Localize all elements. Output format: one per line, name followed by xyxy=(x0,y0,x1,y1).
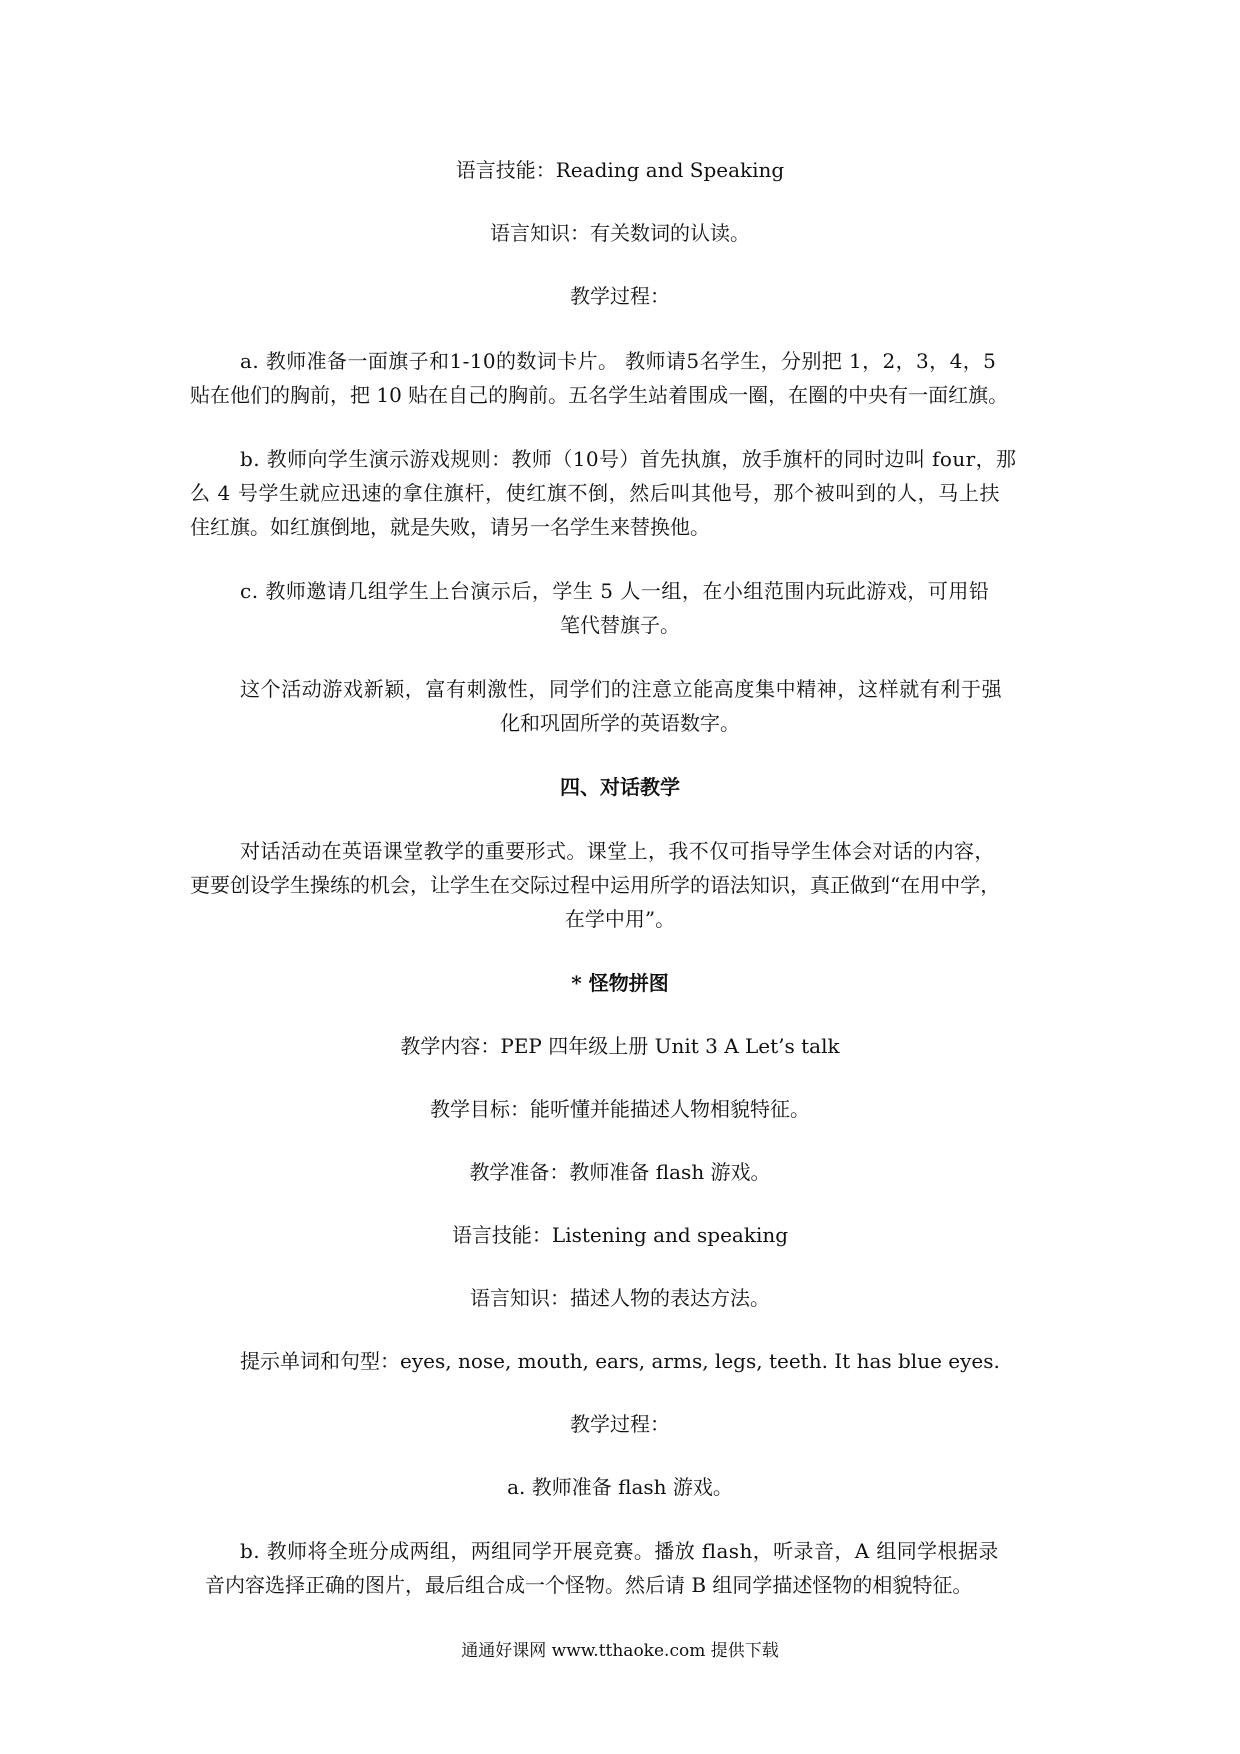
dialogue-line-3: 在学中用”。 xyxy=(564,907,676,931)
activity-title-monster-puzzle: * 怪物拼图 xyxy=(571,971,669,995)
teaching-prep-line: 教学准备：教师准备 flash 游戏。 xyxy=(469,1160,771,1184)
dialogue-line-1: 对话活动在英语课堂教学的重要形式。课堂上，我不仅可指导学生体会对话的内容， xyxy=(240,839,995,863)
paragraph-b-line-3: 住红旗。如红旗倒地，就是失败，请另一名学生来替换他。 xyxy=(190,515,710,539)
teaching-process-heading-2: 教学过程： xyxy=(570,1412,670,1436)
teaching-content-line: 教学内容：PEP 四年级上册 Unit 3 A Let’s talk xyxy=(400,1034,840,1058)
footer-download-note: 通通好课网 www.tthaoke.com 提供下载 xyxy=(461,1641,779,1661)
summary-line-1: 这个活动游戏新颖，富有刺激性，同学们的注意立能高度集中精神，这样就有利于强 xyxy=(240,677,1003,701)
paragraph-c-line-2: 笔代替旗子。 xyxy=(560,613,680,637)
language-skill-line-2: 语言技能：Listening and speaking xyxy=(451,1223,789,1247)
paragraph-c-line-1: c. 教师邀请几组学生上台演示后，学生 5 人一组，在小组范围内玩此游戏，可用铅 xyxy=(240,579,990,603)
paragraph-a-line-2: 贴在他们的胸前，把 10 贴在自己的胸前。五名学生站着围成一圈，在圈的中央有一面红旗。 xyxy=(190,383,1009,407)
language-knowledge-line-2: 语言知识：描述人物的表达方法。 xyxy=(470,1286,770,1310)
teaching-goal-line: 教学目标：能听懂并能描述人物相貌特征。 xyxy=(430,1097,810,1121)
dialogue-line-2: 更要创设学生操练的机会，让学生在交际过程中运用所学的语法知识，真正做到“在用中学， xyxy=(190,873,1001,897)
section-heading-dialogue: 四、对话教学 xyxy=(560,775,680,799)
summary-line-2: 化和巩固所学的英语数字。 xyxy=(500,711,740,735)
step-b-line-2: 音内容选择正确的图片，最后组合成一个怪物。然后请 B 组同学描述怪物的相貌特征。 xyxy=(205,1573,973,1597)
teaching-process-heading: 教学过程： xyxy=(570,284,670,308)
language-skill-line: 语言技能：Reading and Speaking xyxy=(455,158,785,182)
paragraph-b-line-1: b. 教师向学生演示游戏规则：教师（10号）首先执旗，放手旗杆的同时边叫 four，那 xyxy=(240,447,1017,471)
step-a-line: a. 教师准备 flash 游戏。 xyxy=(507,1475,733,1499)
step-b-line-1: b. 教师将全班分成两组，两组同学开展竞赛。播放 flash，听录音，A 组同学根据录 xyxy=(240,1539,999,1563)
language-knowledge-line: 语言知识：有关数词的认读。 xyxy=(490,221,750,245)
paragraph-b-line-2: 么 4 号学生就应迅速的拿住旗杆，使红旗不倒，然后叫其他号，那个被叫到的人，马上扶 xyxy=(190,481,1001,505)
vocabulary-hint-line: 提示单词和句型：eyes, nose, mouth, ears, arms, legs, teeth. It has blue eyes. xyxy=(240,1349,1000,1373)
paragraph-a-line-1: a. 教师准备一面旗子和1-10的数词卡片。 教师请5名学生，分别把 1，2，3，4，5 xyxy=(240,349,997,373)
